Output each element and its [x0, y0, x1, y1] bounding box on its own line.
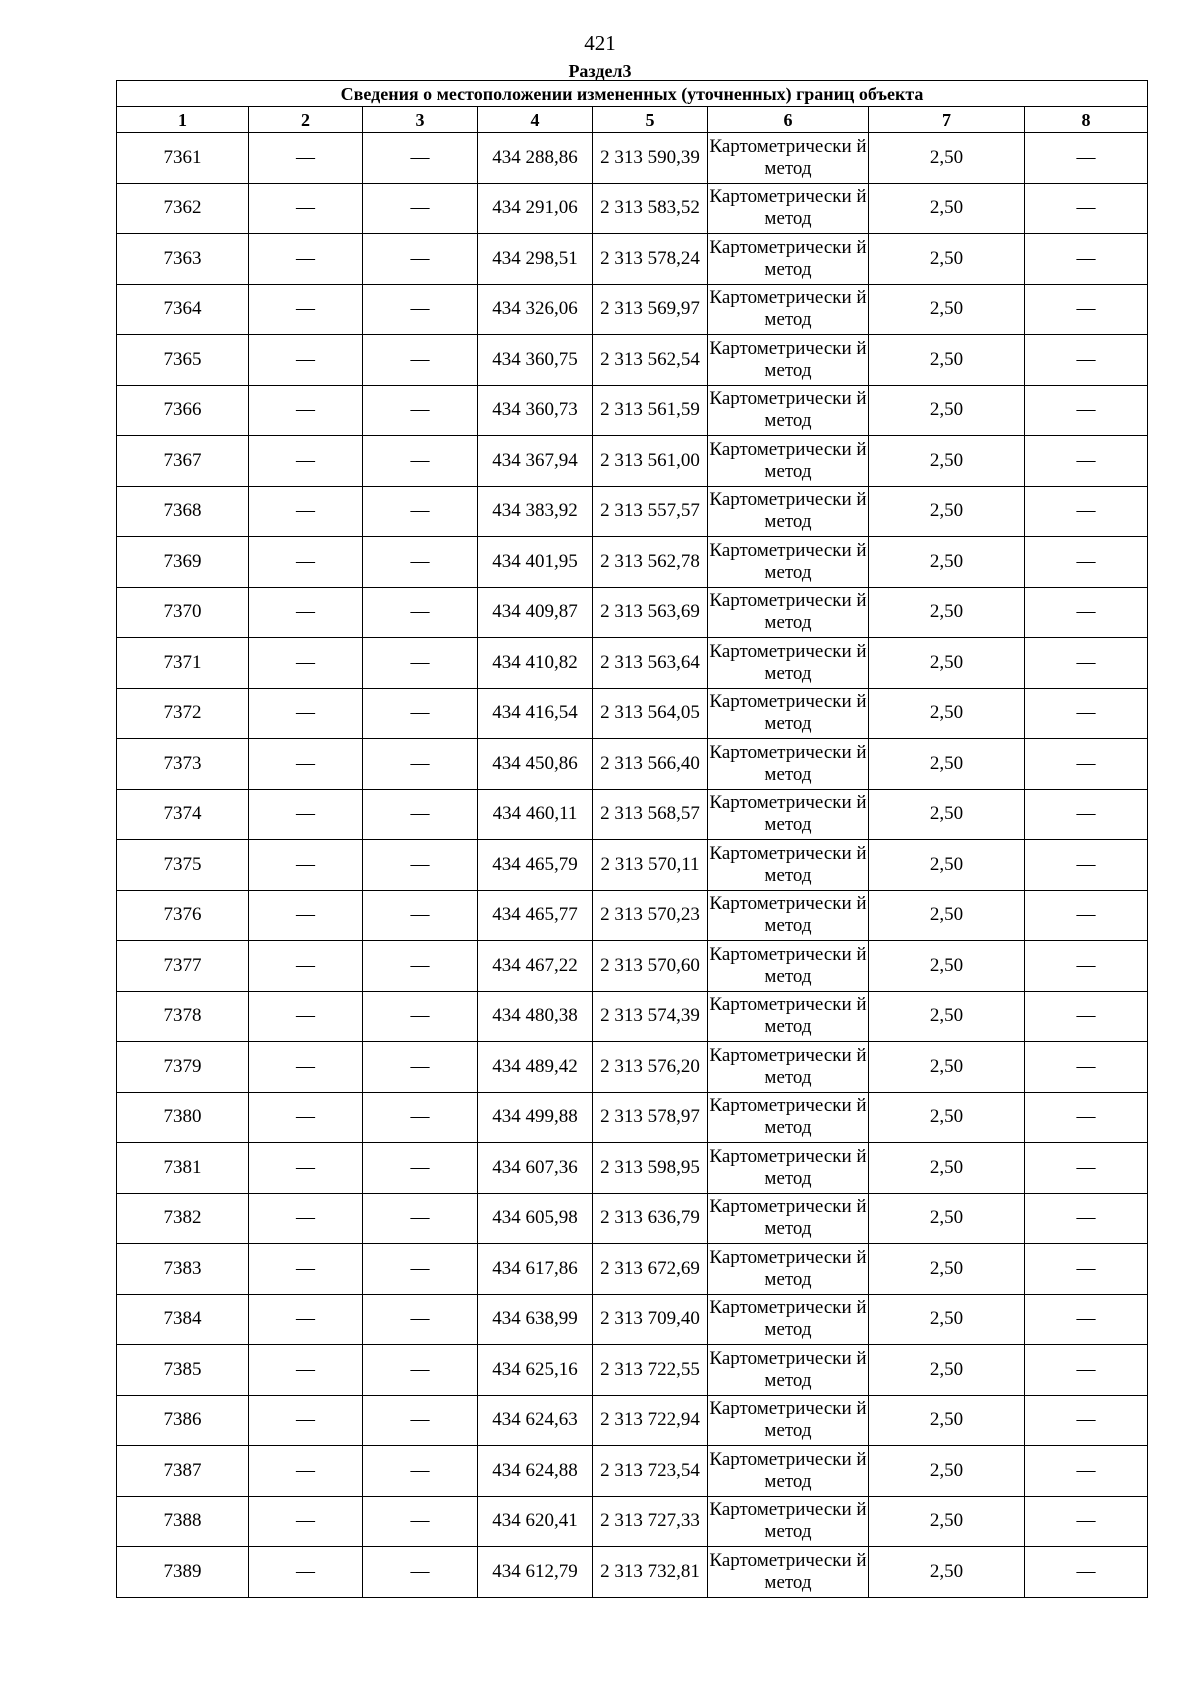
- method-cell: Картометрически й метод: [708, 1547, 869, 1598]
- x-coordinate-cell: 434 617,86: [478, 1244, 593, 1295]
- col2-cell: —: [249, 638, 363, 689]
- table-row: [117, 284, 1148, 335]
- accuracy-cell: 2,50: [869, 537, 1025, 588]
- method-cell: Картометрически й метод: [708, 1395, 869, 1446]
- y-coordinate-cell: 2 313 709,40: [593, 1294, 708, 1345]
- col8-cell: —: [1025, 739, 1148, 790]
- accuracy-cell: 2,50: [869, 1092, 1025, 1143]
- col8-cell: —: [1025, 436, 1148, 487]
- table-row: [117, 234, 1148, 285]
- accuracy-cell: 2,50: [869, 486, 1025, 537]
- method-cell: Картометрически й метод: [708, 890, 869, 941]
- y-coordinate-cell: 2 313 598,95: [593, 1143, 708, 1194]
- col8-cell: —: [1025, 335, 1148, 386]
- table-row: [117, 1042, 1148, 1093]
- accuracy-cell: 2,50: [869, 991, 1025, 1042]
- col2-cell: —: [249, 1446, 363, 1497]
- accuracy-cell: 2,50: [869, 1547, 1025, 1598]
- method-cell: Картометрически й метод: [708, 183, 869, 234]
- col8-cell: —: [1025, 1345, 1148, 1396]
- method-cell: Картометрически й метод: [708, 840, 869, 891]
- y-coordinate-cell: 2 313 564,05: [593, 688, 708, 739]
- table-row: [117, 385, 1148, 436]
- col3-cell: —: [363, 183, 478, 234]
- y-coordinate-cell: 2 313 561,00: [593, 436, 708, 487]
- method-cell: Картометрически й метод: [708, 739, 869, 790]
- col2-cell: —: [249, 1193, 363, 1244]
- table-row: [117, 1547, 1148, 1598]
- accuracy-cell: 2,50: [869, 890, 1025, 941]
- method-cell: Картометрически й метод: [708, 1092, 869, 1143]
- y-coordinate-cell: 2 313 566,40: [593, 739, 708, 790]
- col3-cell: —: [363, 537, 478, 588]
- col2-cell: —: [249, 537, 363, 588]
- y-coordinate-cell: 2 313 570,60: [593, 941, 708, 992]
- method-cell: Картометрически й метод: [708, 991, 869, 1042]
- col3-cell: —: [363, 1496, 478, 1547]
- col3-cell: —: [363, 1244, 478, 1295]
- accuracy-cell: 2,50: [869, 1496, 1025, 1547]
- section-title: Раздел3: [568, 61, 632, 81]
- method-cell: Картометрически й метод: [708, 537, 869, 588]
- table-row: [117, 1193, 1148, 1244]
- col2-cell: —: [249, 1244, 363, 1295]
- y-coordinate-cell: 2 313 590,39: [593, 133, 708, 184]
- x-coordinate-cell: 434 409,87: [478, 587, 593, 638]
- method-cell: Картометрически й метод: [708, 1345, 869, 1396]
- table-row: [117, 1244, 1148, 1295]
- col2-cell: —: [249, 941, 363, 992]
- col2-cell: —: [249, 183, 363, 234]
- y-coordinate-cell: 2 313 578,24: [593, 234, 708, 285]
- method-cell: Картометрически й метод: [708, 688, 869, 739]
- col3-cell: —: [363, 688, 478, 739]
- column-header: 1: [117, 107, 249, 133]
- col3-cell: —: [363, 284, 478, 335]
- col3-cell: —: [363, 1193, 478, 1244]
- col8-cell: —: [1025, 587, 1148, 638]
- accuracy-cell: 2,50: [869, 1193, 1025, 1244]
- table-row: [117, 436, 1148, 487]
- y-coordinate-cell: 2 313 574,39: [593, 991, 708, 1042]
- page-number: 421: [584, 31, 616, 55]
- table-row: [117, 638, 1148, 689]
- boundary-coordinates-table: [116, 80, 1148, 1598]
- y-coordinate-cell: 2 313 727,33: [593, 1496, 708, 1547]
- col3-cell: —: [363, 385, 478, 436]
- point-number-cell: 7370: [117, 587, 249, 638]
- accuracy-cell: 2,50: [869, 840, 1025, 891]
- method-cell: Картометрически й метод: [708, 1446, 869, 1497]
- x-coordinate-cell: 434 401,95: [478, 537, 593, 588]
- column-header: 3: [363, 107, 478, 133]
- col3-cell: —: [363, 133, 478, 184]
- col2-cell: —: [249, 133, 363, 184]
- point-number-cell: 7372: [117, 688, 249, 739]
- accuracy-cell: 2,50: [869, 385, 1025, 436]
- point-number-cell: 7366: [117, 385, 249, 436]
- col2-cell: —: [249, 1496, 363, 1547]
- col8-cell: —: [1025, 1193, 1148, 1244]
- table-row: [117, 1294, 1148, 1345]
- table-row: [117, 486, 1148, 537]
- x-coordinate-cell: 434 450,86: [478, 739, 593, 790]
- table-row: [117, 1395, 1148, 1446]
- col8-cell: —: [1025, 789, 1148, 840]
- col3-cell: —: [363, 486, 478, 537]
- x-coordinate-cell: 434 499,88: [478, 1092, 593, 1143]
- col2-cell: —: [249, 385, 363, 436]
- x-coordinate-cell: 434 624,63: [478, 1395, 593, 1446]
- col3-cell: —: [363, 1092, 478, 1143]
- table-caption: Сведения о местоположении измененных (уточненных) границ объекта: [117, 81, 1148, 107]
- point-number-cell: 7367: [117, 436, 249, 487]
- x-coordinate-cell: 434 605,98: [478, 1193, 593, 1244]
- table-row: [117, 1092, 1148, 1143]
- col8-cell: —: [1025, 1547, 1148, 1598]
- col8-cell: —: [1025, 234, 1148, 285]
- col2-cell: —: [249, 1294, 363, 1345]
- col3-cell: —: [363, 1446, 478, 1497]
- method-cell: Картометрически й метод: [708, 1193, 869, 1244]
- y-coordinate-cell: 2 313 563,69: [593, 587, 708, 638]
- point-number-cell: 7364: [117, 284, 249, 335]
- accuracy-cell: 2,50: [869, 941, 1025, 992]
- col3-cell: —: [363, 890, 478, 941]
- col8-cell: —: [1025, 638, 1148, 689]
- col8-cell: —: [1025, 1294, 1148, 1345]
- column-header: 8: [1025, 107, 1148, 133]
- method-cell: Картометрически й метод: [708, 133, 869, 184]
- x-coordinate-cell: 434 326,06: [478, 284, 593, 335]
- point-number-cell: 7375: [117, 840, 249, 891]
- x-coordinate-cell: 434 416,54: [478, 688, 593, 739]
- col2-cell: —: [249, 1547, 363, 1598]
- x-coordinate-cell: 434 612,79: [478, 1547, 593, 1598]
- point-number-cell: 7385: [117, 1345, 249, 1396]
- point-number-cell: 7387: [117, 1446, 249, 1497]
- table-row: [117, 739, 1148, 790]
- accuracy-cell: 2,50: [869, 587, 1025, 638]
- table-row: [117, 789, 1148, 840]
- table-row: [117, 840, 1148, 891]
- col3-cell: —: [363, 1294, 478, 1345]
- y-coordinate-cell: 2 313 562,54: [593, 335, 708, 386]
- x-coordinate-cell: 434 360,75: [478, 335, 593, 386]
- table-row: [117, 1496, 1148, 1547]
- column-header: 5: [593, 107, 708, 133]
- point-number-cell: 7363: [117, 234, 249, 285]
- col8-cell: —: [1025, 1244, 1148, 1295]
- y-coordinate-cell: 2 313 578,97: [593, 1092, 708, 1143]
- method-cell: Картометрически й метод: [708, 436, 869, 487]
- point-number-cell: 7380: [117, 1092, 249, 1143]
- point-number-cell: 7382: [117, 1193, 249, 1244]
- x-coordinate-cell: 434 624,88: [478, 1446, 593, 1497]
- y-coordinate-cell: 2 313 562,78: [593, 537, 708, 588]
- accuracy-cell: 2,50: [869, 436, 1025, 487]
- col2-cell: —: [249, 739, 363, 790]
- x-coordinate-cell: 434 367,94: [478, 436, 593, 487]
- table-row: [117, 941, 1148, 992]
- col3-cell: —: [363, 840, 478, 891]
- table-row: [117, 335, 1148, 386]
- col2-cell: —: [249, 486, 363, 537]
- table-caption-row: [117, 81, 1148, 107]
- col8-cell: —: [1025, 537, 1148, 588]
- table-row: [117, 1143, 1148, 1194]
- y-coordinate-cell: 2 313 561,59: [593, 385, 708, 436]
- x-coordinate-cell: 434 298,51: [478, 234, 593, 285]
- table-row: [117, 1345, 1148, 1396]
- col3-cell: —: [363, 587, 478, 638]
- y-coordinate-cell: 2 313 576,20: [593, 1042, 708, 1093]
- accuracy-cell: 2,50: [869, 183, 1025, 234]
- x-coordinate-cell: 434 465,77: [478, 890, 593, 941]
- x-coordinate-cell: 434 288,86: [478, 133, 593, 184]
- col3-cell: —: [363, 789, 478, 840]
- point-number-cell: 7374: [117, 789, 249, 840]
- accuracy-cell: 2,50: [869, 133, 1025, 184]
- col3-cell: —: [363, 739, 478, 790]
- col8-cell: —: [1025, 688, 1148, 739]
- col2-cell: —: [249, 587, 363, 638]
- col8-cell: —: [1025, 1143, 1148, 1194]
- col3-cell: —: [363, 335, 478, 386]
- accuracy-cell: 2,50: [869, 1446, 1025, 1497]
- accuracy-cell: 2,50: [869, 335, 1025, 386]
- point-number-cell: 7386: [117, 1395, 249, 1446]
- y-coordinate-cell: 2 313 732,81: [593, 1547, 708, 1598]
- method-cell: Картометрически й метод: [708, 1042, 869, 1093]
- x-coordinate-cell: 434 460,11: [478, 789, 593, 840]
- table-row: [117, 991, 1148, 1042]
- point-number-cell: 7383: [117, 1244, 249, 1295]
- x-coordinate-cell: 434 620,41: [478, 1496, 593, 1547]
- col8-cell: —: [1025, 840, 1148, 891]
- point-number-cell: 7377: [117, 941, 249, 992]
- accuracy-cell: 2,50: [869, 234, 1025, 285]
- col3-cell: —: [363, 1143, 478, 1194]
- col8-cell: —: [1025, 1395, 1148, 1446]
- col8-cell: —: [1025, 284, 1148, 335]
- method-cell: Картометрически й метод: [708, 1244, 869, 1295]
- x-coordinate-cell: 434 291,06: [478, 183, 593, 234]
- column-header: 4: [478, 107, 593, 133]
- method-cell: Картометрически й метод: [708, 234, 869, 285]
- col8-cell: —: [1025, 1042, 1148, 1093]
- method-cell: Картометрически й метод: [708, 385, 869, 436]
- method-cell: Картометрически й метод: [708, 1294, 869, 1345]
- col2-cell: —: [249, 1042, 363, 1093]
- y-coordinate-cell: 2 313 563,64: [593, 638, 708, 689]
- method-cell: Картометрически й метод: [708, 941, 869, 992]
- y-coordinate-cell: 2 313 722,55: [593, 1345, 708, 1396]
- accuracy-cell: 2,50: [869, 284, 1025, 335]
- y-coordinate-cell: 2 313 568,57: [593, 789, 708, 840]
- method-cell: Картометрически й метод: [708, 335, 869, 386]
- col3-cell: —: [363, 1345, 478, 1396]
- col8-cell: —: [1025, 1446, 1148, 1497]
- col2-cell: —: [249, 991, 363, 1042]
- col8-cell: —: [1025, 941, 1148, 992]
- point-number-cell: 7361: [117, 133, 249, 184]
- col8-cell: —: [1025, 385, 1148, 436]
- accuracy-cell: 2,50: [869, 688, 1025, 739]
- accuracy-cell: 2,50: [869, 1395, 1025, 1446]
- table-row: [117, 183, 1148, 234]
- x-coordinate-cell: 434 638,99: [478, 1294, 593, 1345]
- x-coordinate-cell: 434 480,38: [478, 991, 593, 1042]
- point-number-cell: 7376: [117, 890, 249, 941]
- col8-cell: —: [1025, 133, 1148, 184]
- y-coordinate-cell: 2 313 672,69: [593, 1244, 708, 1295]
- point-number-cell: 7381: [117, 1143, 249, 1194]
- point-number-cell: 7373: [117, 739, 249, 790]
- accuracy-cell: 2,50: [869, 789, 1025, 840]
- point-number-cell: 7378: [117, 991, 249, 1042]
- col3-cell: —: [363, 638, 478, 689]
- col8-cell: —: [1025, 183, 1148, 234]
- col2-cell: —: [249, 688, 363, 739]
- col2-cell: —: [249, 1395, 363, 1446]
- y-coordinate-cell: 2 313 570,23: [593, 890, 708, 941]
- column-header: 6: [708, 107, 869, 133]
- x-coordinate-cell: 434 467,22: [478, 941, 593, 992]
- col2-cell: —: [249, 335, 363, 386]
- method-cell: Картометрически й метод: [708, 1143, 869, 1194]
- col3-cell: —: [363, 1395, 478, 1446]
- column-header: 2: [249, 107, 363, 133]
- y-coordinate-cell: 2 313 723,54: [593, 1446, 708, 1497]
- method-cell: Картометрически й метод: [708, 587, 869, 638]
- col3-cell: —: [363, 234, 478, 285]
- col2-cell: —: [249, 284, 363, 335]
- table-row: [117, 688, 1148, 739]
- point-number-cell: 7362: [117, 183, 249, 234]
- table-row: [117, 133, 1148, 184]
- col2-cell: —: [249, 436, 363, 487]
- point-number-cell: 7365: [117, 335, 249, 386]
- y-coordinate-cell: 2 313 557,57: [593, 486, 708, 537]
- method-cell: Картометрически й метод: [708, 486, 869, 537]
- table-header-row: [117, 107, 1148, 133]
- col8-cell: —: [1025, 486, 1148, 537]
- x-coordinate-cell: 434 410,82: [478, 638, 593, 689]
- method-cell: Картометрически й метод: [708, 638, 869, 689]
- col8-cell: —: [1025, 991, 1148, 1042]
- col3-cell: —: [363, 436, 478, 487]
- y-coordinate-cell: 2 313 636,79: [593, 1193, 708, 1244]
- col2-cell: —: [249, 1092, 363, 1143]
- accuracy-cell: 2,50: [869, 1143, 1025, 1194]
- x-coordinate-cell: 434 465,79: [478, 840, 593, 891]
- col2-cell: —: [249, 1345, 363, 1396]
- method-cell: Картометрически й метод: [708, 284, 869, 335]
- accuracy-cell: 2,50: [869, 638, 1025, 689]
- method-cell: Картометрически й метод: [708, 789, 869, 840]
- accuracy-cell: 2,50: [869, 1244, 1025, 1295]
- col2-cell: —: [249, 1143, 363, 1194]
- column-header: 7: [869, 107, 1025, 133]
- col3-cell: —: [363, 991, 478, 1042]
- x-coordinate-cell: 434 607,36: [478, 1143, 593, 1194]
- point-number-cell: 7379: [117, 1042, 249, 1093]
- method-cell: Картометрически й метод: [708, 1496, 869, 1547]
- col2-cell: —: [249, 840, 363, 891]
- col3-cell: —: [363, 941, 478, 992]
- point-number-cell: 7368: [117, 486, 249, 537]
- y-coordinate-cell: 2 313 722,94: [593, 1395, 708, 1446]
- col2-cell: —: [249, 789, 363, 840]
- point-number-cell: 7384: [117, 1294, 249, 1345]
- table-row: [117, 587, 1148, 638]
- accuracy-cell: 2,50: [869, 739, 1025, 790]
- col8-cell: —: [1025, 890, 1148, 941]
- table-row: [117, 537, 1148, 588]
- point-number-cell: 7371: [117, 638, 249, 689]
- point-number-cell: 7388: [117, 1496, 249, 1547]
- col8-cell: —: [1025, 1496, 1148, 1547]
- accuracy-cell: 2,50: [869, 1042, 1025, 1093]
- col8-cell: —: [1025, 1092, 1148, 1143]
- col2-cell: —: [249, 890, 363, 941]
- table-row: [117, 1446, 1148, 1497]
- accuracy-cell: 2,50: [869, 1294, 1025, 1345]
- table-row: [117, 890, 1148, 941]
- accuracy-cell: 2,50: [869, 1345, 1025, 1396]
- y-coordinate-cell: 2 313 570,11: [593, 840, 708, 891]
- col3-cell: —: [363, 1042, 478, 1093]
- y-coordinate-cell: 2 313 569,97: [593, 284, 708, 335]
- y-coordinate-cell: 2 313 583,52: [593, 183, 708, 234]
- x-coordinate-cell: 434 489,42: [478, 1042, 593, 1093]
- point-number-cell: 7389: [117, 1547, 249, 1598]
- x-coordinate-cell: 434 360,73: [478, 385, 593, 436]
- x-coordinate-cell: 434 625,16: [478, 1345, 593, 1396]
- point-number-cell: 7369: [117, 537, 249, 588]
- col3-cell: —: [363, 1547, 478, 1598]
- x-coordinate-cell: 434 383,92: [478, 486, 593, 537]
- col2-cell: —: [249, 234, 363, 285]
